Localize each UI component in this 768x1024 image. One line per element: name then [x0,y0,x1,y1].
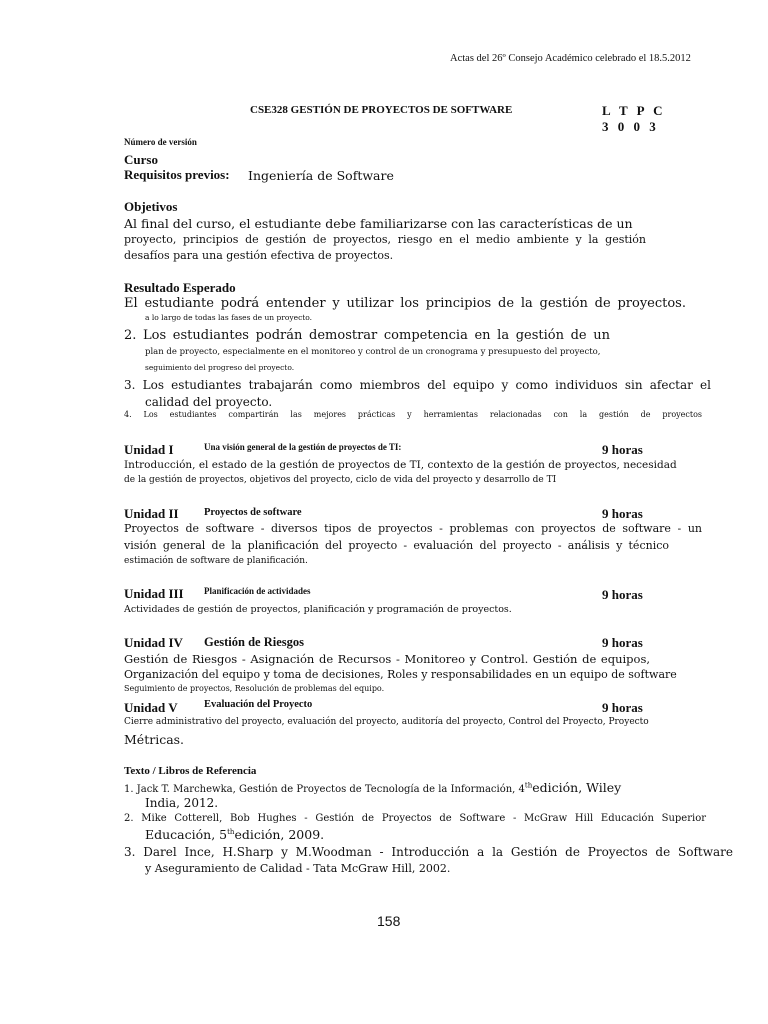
unit-1-hours: 9 horas [602,442,643,457]
prereq-value: Ingeniería de Software [248,168,394,183]
reference-2-text: Educación, 5 [145,827,228,842]
reference-1-sup: th [524,781,533,790]
prereq-label: Requisitos previos: [124,167,230,182]
unit-3-title: Planificación de actividades [204,586,311,596]
outcome-2-line-3: seguimiento del progreso del proyecto. [145,363,295,372]
objectives-heading: Objetivos [124,199,178,214]
unit-3-line-1: Actividades de gestión de proyectos, planificación y programación de proyectos. [124,604,512,615]
unit-5-title: Evaluación del Proyecto [204,699,313,710]
unit-5-hours: 9 horas [602,700,643,715]
objectives-line-3: desafíos para una gestión efectiva de proyectos. [124,249,394,262]
outcome-3-line-2: calidad del proyecto. [145,395,273,409]
page-number: 158 [377,913,401,929]
header-note: Actas del 26º Consejo Académico celebrado el 18.5.2012 [450,53,691,64]
reference-1-line-2: India, 2012. [145,796,219,810]
outcome-1-line-2: a lo largo de todas las fases de un proyecto. [145,313,313,322]
unit-4-line-1: Gestión de Riesgos - Asignación de Recursos - Monitoreo y Control. Gestión de equipos, [124,652,650,666]
unit-1-title: Una visión general de la gestión de proyectos de TI: [204,442,402,452]
unit-1-line-1: Introducción, el estado de la gestión de proyectos de TI, contexto de la gestión de proyectos, necesidad [124,459,677,471]
unit-4-hours: 9 horas [602,635,643,650]
reference-2-line-2 [145,827,324,842]
ltpc-values: 3 0 0 3 [602,119,659,134]
unit-1-label: Unidad I [124,442,174,457]
outcome-4-line-1: 4. Los estudiantes compartirán las mejores prácticas y herramientas relacionadas con la gestión de proyectos [124,410,702,419]
ltpc-label: L T P C [602,103,666,118]
unit-5-line-2: Métricas. [124,732,185,747]
version-label: Número de versión [124,137,197,147]
outcome-3-line-1: 3. Los estudiantes trabajarán como miembros del equipo y como individuos sin afectar el [124,378,711,392]
unit-2-line-1: Proyectos de software - diversos tipos de proyectos - problemas con proyectos de software - un [124,522,702,535]
reference-2-edition: edición, 2009. [234,827,325,842]
outcome-2-line-1: 2. Los estudiantes podrán demostrar competencia en la gestión de un [124,328,610,343]
reference-3-line-1: 3. Darel Ince, H.Sharp y M.Woodman - Introducción a la Gestión de Proyectos de Software [124,845,733,859]
unit-4-line-3: Seguimiento de proyectos, Resolución de problemas del equipo. [124,684,385,693]
unit-4-label: Unidad IV [124,635,183,650]
objectives-line-2: proyecto, principios de gestión de proyectos, riesgo en el medio ambiente y la gestión [124,233,646,246]
outcome-2-line-2: plan de proyecto, especialmente en el monitoreo y control de un cronograma y presupuesto del proyecto, [145,347,601,357]
unit-4-line-2: Organización del equipo y toma de decisiones, Roles y responsabilidades en un equipo de software [124,668,677,681]
reference-1-edition: edición, Wiley [532,780,622,795]
unit-2-line-2: visión general de la planificación del proyecto - evaluación del proyecto - análisis y técnico [124,539,669,552]
course-title: CSE328 GESTIÓN DE PROYECTOS DE SOFTWARE [250,104,513,116]
reference-3-line-2: y Aseguramiento de Calidad - Tata McGraw Hill, 2002. [145,862,451,875]
course-label: Curso [124,152,158,167]
unit-4-title: Gestión de Riesgos [204,635,304,649]
reference-2-line-1: 2. Mike Cotterell, Bob Hughes - Gestión de Proyectos de Software - McGraw Hill Educación Superior [124,813,706,824]
unit-5-label: Unidad V [124,700,178,715]
reference-2-sup: th [227,827,235,836]
objectives-line-1: Al final del curso, el estudiante debe familiarizarse con las características de un [124,216,633,231]
unit-3-hours: 9 horas [602,587,643,602]
reference-1-text: 1. Jack T. Marchewka, Gestión de Proyectos de Tecnología de la Información, 4 [124,784,525,795]
unit-2-label: Unidad II [124,506,179,521]
unit-2-hours: 9 horas [602,506,643,521]
outcomes-heading: Resultado Esperado [124,280,236,295]
unit-2-line-3: estimación de software de planificación. [124,556,308,566]
unit-3-label: Unidad III [124,586,184,601]
outcome-1-line-1: El estudiante podrá entender y utilizar los principios de la gestión de proyectos. [124,296,686,311]
unit-2-title: Proyectos de software [204,507,302,518]
unit-5-line-1: Cierre administrativo del proyecto, evaluación del proyecto, auditoría del proyecto, Control del Proyecto, Proyecto [124,717,649,727]
reference-1-line-1 [124,780,621,795]
unit-1-line-2: de la gestión de proyectos, objetivos del proyecto, ciclo de vida del proyecto y desarrollo de TI [124,475,557,485]
references-heading: Texto / Libros de Referencia [124,765,257,777]
